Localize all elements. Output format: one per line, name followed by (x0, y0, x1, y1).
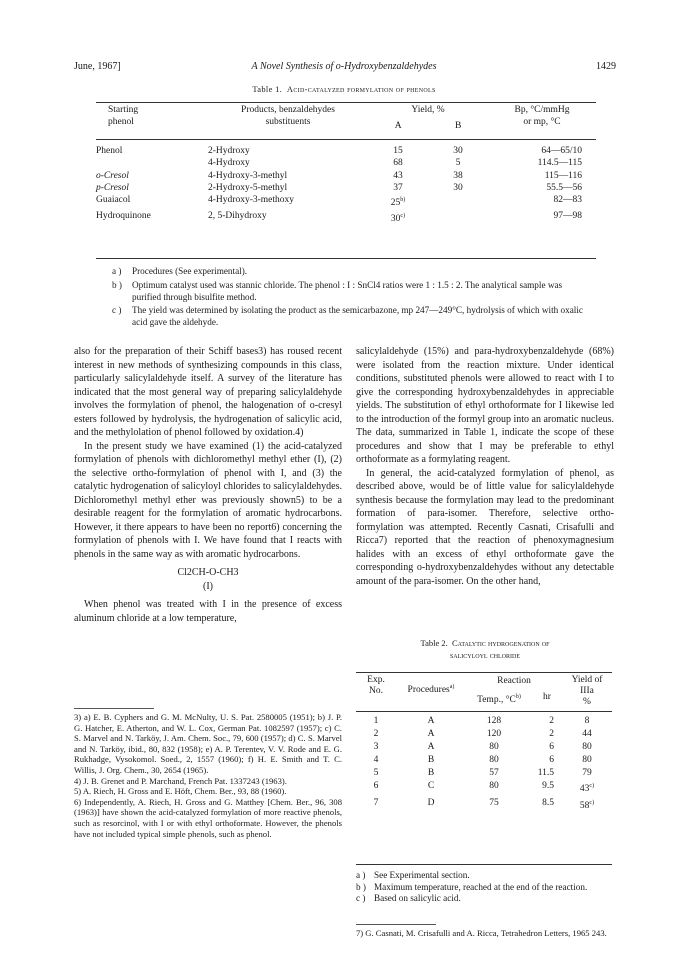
body-paragraph: also for the preparation of their Schiff bases3) has roused recent interest in new methods of synthesizing compounds in this class, particularly salicylaldehyde itself. A survey of the literature has indicated that the most general way of preparing salicylaldehyde involves the formylation of phenol, the halogenation of o-cresyl esters followed by hydrolysis, the hydrogenation of salicylic acid, and the methylolation of phenol followed by oxidation.4) (74, 346, 342, 438)
body-paragraph: When phenol was treated with I in the presence of excess aluminum chloride at a low temperature, (74, 599, 342, 624)
running-header (0, 61, 688, 75)
t1-footnote-a: a ) Procedures (See experimental). (112, 266, 248, 276)
t1-head-products: Products, benzaldehydes substituents (241, 105, 335, 128)
table-row: Hydroquinone 2, 5-Dihydroxy 30$^{c)}$ 97—98 (96, 211, 582, 225)
formula-label: (I) (203, 580, 213, 592)
table-row: 4 B 80 6 80 (373, 755, 592, 766)
header-date: June, 1967] (74, 61, 121, 72)
table2-caption: Table 2. Catalytic hydrogenation of salicyloyl chloride (420, 638, 550, 660)
reference: 4) J. B. Grenet and P. Marchand, French Pat. 1337243 (1963). (74, 775, 287, 786)
table-row: 4-Hydroxy 68 5 114.5—115 (208, 158, 582, 169)
reference: 5) A. Riech, H. Gross and E. Höft, Chem. Ber., 93, 88 (1960). (74, 786, 287, 797)
t2-footnote-c: c ) Based on salicylic acid. (356, 893, 461, 904)
body-paragraph: In the present study we have examined (1) the acid-catalyzed formylation of phenols with dichloromethyl methyl ether (I), (2) the selective ortho-formylation of phenol with I, and (3) the catalytic hydrogenation of salicyloyl chlorides to salicylaldehydes. Dichloromethyl methyl ether was previously shown5) to be a desirable reagent for the formylation of aromatic hydrocarbons. However, it there appears to have been no report6) concerning the formylation of phenols with I. We have found that I reacts with phenols in the same way as with aromatic hydrocarbons. (74, 440, 342, 560)
table-row: 1 A 128 2 8 (373, 716, 590, 726)
footnote-divider (356, 924, 436, 925)
formula: Cl2CH-O-CH3 (177, 567, 239, 578)
right-reference: 7) G. Casnati, M. Crisafulli and A. Ricca, Tetrahedron Letters, 1965 243. (356, 928, 607, 938)
table2-top-rule (356, 672, 612, 673)
right-column (356, 345, 614, 588)
left-column (74, 345, 342, 625)
t1-head-yield: Yield, % A B (394, 105, 462, 132)
table1-caption: Table 1. Acid-catalyzed formylation of phenols (252, 84, 436, 94)
t1-head-bp: Bp, °C/mmHg or mp, °C (514, 105, 570, 128)
t1-footnote-b: b ) Optimum catalyst used was stannic chloride. The phenol : I : SnCl4 ratios were 1 : 1.5 : 2. The analytical sample was purified through bisulfite method. (112, 280, 563, 302)
header-title: A Novel Synthesis of o-Hydroxybenzaldehydes (251, 61, 437, 72)
table-row: o-Cresol 4-Hydroxy-3-methyl 43 38 115—116 (96, 170, 582, 181)
t2-footnote-b: b ) Maximum temperature, reached at the end of the reaction. (356, 881, 588, 892)
reference: 6) Independently, A. Riech, H. Gross and G. Matthey [Chem. Ber., 96, 308 (1963)] have shown the acid-catalyzed formylation of more reactive phenols, such as resorcinol, with I or with ethyl orthoformate. However, the phenols have not included typical simple phenols, such as phenol. (74, 796, 342, 839)
reference: 3) a) E. B. Cyphers and G. M. McNulty, U. S. Pat. 2580005 (1951); b) J. P. G. Hatcher, E. Atherton, and W. L. Cox, German Pat. 1082597 (1957); c) C. S. Marvel and N. Tarköy, J. Am. Chem. Soc., 79, 600 (1957); d) C. S. Marvel and N. Tarköy, ibid., 80, 832 (1958); e) A. P. Terentev, V. V. Rode and E. G. Rukhadge, Vysokomol. Soed., 2, 1557 (1960); f) H. E. Smith and T. C. Willis, J. Org. Chem., 30, 2654 (1965). (74, 712, 342, 775)
table1 (96, 104, 596, 226)
table-row: 6 C 80 9.5 43$^{c)}$ (373, 781, 595, 795)
table-row: 3 A 80 6 80 (373, 742, 592, 753)
t2-footnote-a: a ) See Experimental section. (356, 870, 470, 880)
table-row: p-Cresol 2-Hydroxy-5-methyl 37 30 55.5—56 (96, 183, 582, 194)
body-paragraph: salicylaldehyde (15%) and para-hydroxybenzaldehyde (68%) were isolated from the reaction mixture. Under identical conditions, substituted phenols were allowed to react with I to give the corresponding hydroxybenzaldehydes in appreciable yields. The substitution of ethyl orthoformate for I likewise led to the introduction of the formyl group into an aromatic nucleus. The data, summarized in Table 1, indicate the scope of these procedures and show that I may be preferable to ethyl orthoformate as a formylating reagent. (356, 346, 614, 465)
table2-bottom-rule (356, 864, 612, 865)
table-row: 5 B 57 11.5 79 (373, 768, 592, 779)
footnote-divider (74, 708, 154, 709)
t1-footnote-c: c ) The yield was determined by isolating the product as the semicarbazone, mp 247—249°C, hydrolysis of which with oxalic acid gave the aldehyde. (112, 305, 583, 327)
table2-footnotes (356, 870, 612, 905)
t2-head-reaction: Reaction Temp., $^\circ C^{b)}$ hr (477, 676, 551, 706)
body-paragraph: In general, the acid-catalyzed formylation of phenol, as described above, would be of little value for salicylaldehyde synthesis because the formylation may lead to the predominant formation of para-isomer. Therefore, selective ortho-formylation was attempted. Recently Casnati, Crisafulli and Ricca7) reported that the reaction of phenoxymagnesium halides with an excess of ethyl orthoformate gave the corresponding o-hydroxybenzaldehydes without any detectable amount of the para-isomer. On the other hand, (356, 467, 614, 587)
t2-head-procedures: Procedures$^{a)}$ (407, 684, 455, 696)
table2 (356, 675, 612, 813)
table1-bottom-rule (96, 258, 596, 259)
table-row: Phenol 2-Hydroxy 15 30 64—65/10 (96, 145, 582, 156)
table-row: Guaiacol 4-Hydroxy-3-methoxy 25$^{b)}$ 82—83 (96, 195, 582, 209)
page-number: 1429 (596, 61, 616, 72)
table-row: 7 D 75 8.5 58$^{c)}$ (373, 797, 595, 811)
table-row: 2 A 120 2 44 (373, 729, 592, 740)
left-references (74, 712, 342, 839)
table1-top-rule (96, 102, 596, 103)
t2-head-exp: Exp. No. (367, 675, 385, 696)
t2-head-yield: Yield of IIIa % (571, 675, 603, 707)
t1-head-starting: Starting phenol (108, 105, 139, 128)
